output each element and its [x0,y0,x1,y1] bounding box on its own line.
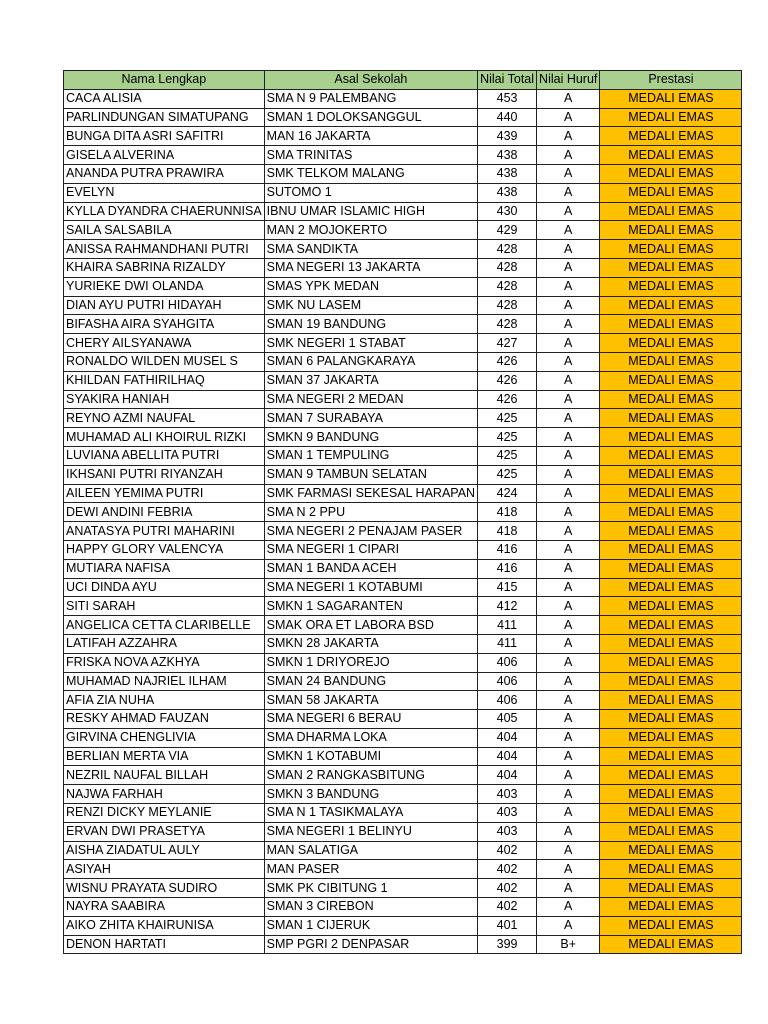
cell-asal-sekolah[interactable]: SUTOMO 1 [264,183,477,202]
cell-prestasi[interactable]: MEDALI EMAS [600,240,742,259]
table-row [64,296,742,315]
table-row [64,672,742,691]
table-row [64,747,742,766]
cell-prestasi[interactable]: MEDALI EMAS [600,183,742,202]
cell-nama-lengkap[interactable]: AIKO ZHITA KHAIRUNISA [64,916,265,935]
cell-asal-sekolah[interactable]: SMAK ORA ET LABORA BSD [264,616,477,635]
table-row [64,879,742,898]
cell-nilai-total[interactable]: 453 [478,89,537,108]
cell-prestasi[interactable]: MEDALI EMAS [600,578,742,597]
header-nilai-total[interactable]: Nilai Total [478,71,537,90]
cell-nilai-total[interactable]: 403 [478,804,537,823]
cell-nama-lengkap[interactable]: IKHSANI PUTRI RIYANZAH [64,465,265,484]
cell-prestasi[interactable]: MEDALI EMAS [600,822,742,841]
cell-nilai-huruf[interactable]: A [537,409,600,428]
cell-nilai-huruf[interactable]: A [537,446,600,465]
table-row [64,240,742,259]
cell-asal-sekolah[interactable]: MAN 2 MOJOKERTO [264,221,477,240]
table-row [64,465,742,484]
cell-asal-sekolah[interactable]: SMA N 9 PALEMBANG [264,89,477,108]
cell-nilai-total[interactable]: 416 [478,559,537,578]
cell-prestasi[interactable]: MEDALI EMAS [600,296,742,315]
cell-nilai-huruf[interactable]: A [537,315,600,334]
cell-asal-sekolah[interactable]: MAN PASER [264,860,477,879]
cell-nilai-total[interactable]: 402 [478,860,537,879]
cell-prestasi[interactable]: MEDALI EMAS [600,315,742,334]
cell-prestasi[interactable]: MEDALI EMAS [600,334,742,353]
table-row [64,371,742,390]
cell-prestasi[interactable]: MEDALI EMAS [600,747,742,766]
cell-prestasi[interactable]: MEDALI EMAS [600,146,742,165]
cell-nilai-huruf[interactable]: A [537,559,600,578]
cell-prestasi[interactable]: MEDALI EMAS [600,127,742,146]
cell-asal-sekolah[interactable]: SMA TRINITAS [264,146,477,165]
cell-nilai-huruf[interactable]: A [537,428,600,447]
cell-nilai-huruf[interactable]: A [537,277,600,296]
cell-nilai-total[interactable]: 406 [478,672,537,691]
cell-prestasi[interactable]: MEDALI EMAS [600,465,742,484]
table-row [64,522,742,541]
cell-prestasi[interactable]: MEDALI EMAS [600,785,742,804]
cell-asal-sekolah[interactable]: SMA NEGERI 2 MEDAN [264,390,477,409]
cell-asal-sekolah[interactable]: SMA DHARMA LOKA [264,728,477,747]
cell-nilai-huruf[interactable]: A [537,296,600,315]
cell-nilai-total[interactable]: 404 [478,747,537,766]
cell-nilai-total[interactable]: 402 [478,879,537,898]
cell-prestasi[interactable]: MEDALI EMAS [600,804,742,823]
cell-asal-sekolah[interactable]: SMA SANDIKTA [264,240,477,259]
cell-asal-sekolah[interactable]: SMAN 1 CIJERUK [264,916,477,935]
cell-asal-sekolah[interactable]: SMA N 2 PPU [264,503,477,522]
cell-nilai-total[interactable]: 425 [478,465,537,484]
cell-nama-lengkap[interactable]: RENZI DICKY MEYLANIE [64,804,265,823]
cell-nilai-total[interactable]: 418 [478,503,537,522]
cell-nilai-huruf[interactable]: A [537,202,600,221]
table-row [64,860,742,879]
cell-nama-lengkap[interactable]: ASIYAH [64,860,265,879]
table-row [64,146,742,165]
cell-nilai-total[interactable]: 404 [478,728,537,747]
table-row [64,503,742,522]
cell-asal-sekolah[interactable]: SMA NEGERI 1 BELINYU [264,822,477,841]
cell-asal-sekolah[interactable]: SMAN 1 BANDA ACEH [264,559,477,578]
cell-nilai-total[interactable]: 425 [478,428,537,447]
table-row [64,935,742,954]
cell-nilai-huruf[interactable]: A [537,785,600,804]
cell-nilai-huruf[interactable]: A [537,898,600,917]
cell-nilai-total[interactable]: 438 [478,164,537,183]
cell-nilai-total[interactable]: 428 [478,277,537,296]
cell-prestasi[interactable]: MEDALI EMAS [600,710,742,729]
cell-nilai-total[interactable]: 415 [478,578,537,597]
table-row [64,785,742,804]
cell-nama-lengkap[interactable]: KYLLA DYANDRA CHAERUNNISA [64,202,265,221]
cell-nama-lengkap[interactable]: BERLIAN MERTA VIA [64,747,265,766]
table-body [64,89,742,954]
cell-nama-lengkap[interactable]: ANATASYA PUTRI MAHARINI [64,522,265,541]
cell-prestasi[interactable]: MEDALI EMAS [600,860,742,879]
cell-asal-sekolah[interactable]: SMAN 1 DOLOKSANGGUL [264,108,477,127]
cell-asal-sekolah[interactable]: MAN 16 JAKARTA [264,127,477,146]
cell-asal-sekolah[interactable]: SMAN 37 JAKARTA [264,371,477,390]
cell-asal-sekolah[interactable]: SMKN 1 SAGARANTEN [264,597,477,616]
cell-prestasi[interactable]: MEDALI EMAS [600,164,742,183]
cell-prestasi[interactable]: MEDALI EMAS [600,258,742,277]
table-row [64,164,742,183]
cell-asal-sekolah[interactable]: SMAN 9 TAMBUN SELATAN [264,465,477,484]
cell-prestasi[interactable]: MEDALI EMAS [600,484,742,503]
cell-asal-sekolah[interactable]: SMA NEGERI 1 KOTABUMI [264,578,477,597]
cell-nilai-huruf[interactable]: A [537,258,600,277]
table-row [64,822,742,841]
cell-asal-sekolah[interactable]: SMAN 1 TEMPULING [264,446,477,465]
cell-asal-sekolah[interactable]: SMK NU LASEM [264,296,477,315]
cell-asal-sekolah[interactable]: SMKN 28 JAKARTA [264,634,477,653]
cell-nilai-total[interactable]: 406 [478,653,537,672]
cell-nilai-total[interactable]: 403 [478,822,537,841]
cell-nama-lengkap[interactable]: ERVAN DWI PRASETYA [64,822,265,841]
cell-nama-lengkap[interactable]: CHERY AILSYANAWA [64,334,265,353]
cell-nilai-huruf[interactable]: A [537,766,600,785]
cell-nilai-huruf[interactable]: A [537,653,600,672]
cell-nama-lengkap[interactable]: MUTIARA NAFISA [64,559,265,578]
results-table [63,70,742,954]
cell-nilai-huruf[interactable]: A [537,465,600,484]
table-row [64,578,742,597]
cell-asal-sekolah[interactable]: SMAN 58 JAKARTA [264,691,477,710]
cell-nama-lengkap[interactable]: LUVIANA ABELLITA PUTRI [64,446,265,465]
cell-nilai-huruf[interactable]: A [537,221,600,240]
cell-nilai-total[interactable]: 430 [478,202,537,221]
cell-nama-lengkap[interactable]: NAJWA FARHAH [64,785,265,804]
cell-nama-lengkap[interactable]: RESKY AHMAD FAUZAN [64,710,265,729]
cell-nama-lengkap[interactable]: LATIFAH AZZAHRA [64,634,265,653]
cell-nilai-total[interactable]: 402 [478,898,537,917]
cell-nilai-huruf[interactable]: A [537,747,600,766]
header-prestasi[interactable]: Prestasi [600,71,742,90]
cell-nama-lengkap[interactable]: ANGELICA CETTA CLARIBELLE [64,616,265,635]
cell-nilai-huruf[interactable]: A [537,672,600,691]
cell-asal-sekolah[interactable]: SMA NEGERI 6 BERAU [264,710,477,729]
cell-nilai-huruf[interactable]: A [537,578,600,597]
cell-nama-lengkap[interactable]: EVELYN [64,183,265,202]
table-row [64,766,742,785]
header-nama-lengkap[interactable]: Nama Lengkap [64,71,265,90]
cell-prestasi[interactable]: MEDALI EMAS [600,371,742,390]
cell-nama-lengkap[interactable]: AISHA ZIADATUL AULY [64,841,265,860]
cell-asal-sekolah[interactable]: SMAN 7 SURABAYA [264,409,477,428]
cell-nama-lengkap[interactable]: ANISSA RAHMANDHANI PUTRI [64,240,265,259]
cell-asal-sekolah[interactable]: SMP PGRI 2 DENPASAR [264,935,477,954]
cell-asal-sekolah[interactable]: SMA N 1 TASIKMALAYA [264,804,477,823]
table-row [64,428,742,447]
cell-nama-lengkap[interactable]: PARLINDUNGAN SIMATUPANG [64,108,265,127]
table-row [64,352,742,371]
cell-nama-lengkap[interactable]: SAILA SALSABILA [64,221,265,240]
cell-nama-lengkap[interactable]: WISNU PRAYATA SUDIRO [64,879,265,898]
cell-prestasi[interactable]: MEDALI EMAS [600,634,742,653]
cell-nilai-huruf[interactable]: A [537,352,600,371]
cell-nilai-total[interactable]: 412 [478,597,537,616]
cell-asal-sekolah[interactable]: SMKN 9 BANDUNG [264,428,477,447]
cell-nilai-huruf[interactable]: A [537,841,600,860]
cell-nilai-total[interactable]: 439 [478,127,537,146]
header-row [64,71,742,90]
cell-prestasi[interactable]: MEDALI EMAS [600,409,742,428]
cell-nilai-total[interactable]: 401 [478,916,537,935]
cell-nilai-huruf[interactable]: B+ [537,935,600,954]
cell-prestasi[interactable]: MEDALI EMAS [600,879,742,898]
cell-asal-sekolah[interactable]: SMAN 3 CIREBON [264,898,477,917]
cell-nilai-huruf[interactable]: A [537,146,600,165]
cell-prestasi[interactable]: MEDALI EMAS [600,352,742,371]
table-row [64,89,742,108]
cell-nama-lengkap[interactable]: ANANDA PUTRA PRAWIRA [64,164,265,183]
cell-nama-lengkap[interactable]: DIAN AYU PUTRI HIDAYAH [64,296,265,315]
cell-asal-sekolah[interactable]: SMKN 3 BANDUNG [264,785,477,804]
cell-nilai-total[interactable]: 426 [478,371,537,390]
cell-asal-sekolah[interactable]: SMK TELKOM MALANG [264,164,477,183]
cell-asal-sekolah[interactable]: SMK NEGERI 1 STABAT [264,334,477,353]
table-row [64,728,742,747]
cell-nilai-total[interactable]: 426 [478,390,537,409]
cell-prestasi[interactable]: MEDALI EMAS [600,540,742,559]
cell-nama-lengkap[interactable]: MUHAMAD ALI KHOIRUL RIZKI [64,428,265,447]
cell-nilai-huruf[interactable]: A [537,616,600,635]
table-row [64,258,742,277]
cell-nama-lengkap[interactable]: HAPPY GLORY VALENCYA [64,540,265,559]
cell-prestasi[interactable]: MEDALI EMAS [600,202,742,221]
cell-nilai-total[interactable]: 402 [478,841,537,860]
cell-prestasi[interactable]: MEDALI EMAS [600,428,742,447]
cell-nilai-huruf[interactable]: A [537,371,600,390]
cell-prestasi[interactable]: MEDALI EMAS [600,522,742,541]
cell-nama-lengkap[interactable]: CACA ALISIA [64,89,265,108]
cell-nilai-total[interactable]: 405 [478,710,537,729]
cell-asal-sekolah[interactable]: IBNU UMAR ISLAMIC HIGH [264,202,477,221]
cell-nama-lengkap[interactable]: DENON HARTATI [64,935,265,954]
cell-asal-sekolah[interactable]: SMAN 2 RANGKASBITUNG [264,766,477,785]
cell-nilai-huruf[interactable]: A [537,164,600,183]
cell-nama-lengkap[interactable]: BUNGA DITA ASRI SAFITRI [64,127,265,146]
cell-prestasi[interactable]: MEDALI EMAS [600,898,742,917]
cell-nilai-total[interactable]: 428 [478,296,537,315]
cell-asal-sekolah[interactable]: SMAN 24 BANDUNG [264,672,477,691]
cell-nama-lengkap[interactable]: SITI SARAH [64,597,265,616]
cell-nilai-huruf[interactable]: A [537,804,600,823]
cell-nilai-total[interactable]: 440 [478,108,537,127]
cell-nama-lengkap[interactable]: KHAIRA SABRINA RIZALDY [64,258,265,277]
cell-asal-sekolah[interactable]: SMA NEGERI 13 JAKARTA [264,258,477,277]
cell-nilai-total[interactable]: 403 [478,785,537,804]
cell-nama-lengkap[interactable]: NAYRA SAABIRA [64,898,265,917]
cell-nama-lengkap[interactable]: GISELA ALVERINA [64,146,265,165]
cell-asal-sekolah[interactable]: SMK PK CIBITUNG 1 [264,879,477,898]
cell-nama-lengkap[interactable]: REYNO AZMI NAUFAL [64,409,265,428]
cell-prestasi[interactable]: MEDALI EMAS [600,277,742,296]
cell-asal-sekolah[interactable]: MAN SALATIGA [264,841,477,860]
cell-nama-lengkap[interactable]: GIRVINA CHENGLIVIA [64,728,265,747]
table-row [64,446,742,465]
table-row [64,202,742,221]
cell-prestasi[interactable]: MEDALI EMAS [600,390,742,409]
cell-nilai-total[interactable]: 428 [478,240,537,259]
cell-prestasi[interactable]: MEDALI EMAS [600,559,742,578]
cell-nilai-huruf[interactable]: A [537,879,600,898]
cell-nilai-huruf[interactable]: A [537,390,600,409]
table-row [64,691,742,710]
cell-nilai-total[interactable]: 427 [478,334,537,353]
cell-asal-sekolah[interactable]: SMAN 19 BANDUNG [264,315,477,334]
cell-nilai-huruf[interactable]: A [537,540,600,559]
table-row [64,315,742,334]
cell-asal-sekolah[interactable]: SMKN 1 KOTABUMI [264,747,477,766]
cell-prestasi[interactable]: MEDALI EMAS [600,672,742,691]
table-row [64,916,742,935]
table-row [64,540,742,559]
cell-prestasi[interactable]: MEDALI EMAS [600,221,742,240]
cell-nama-lengkap[interactable]: FRISKA NOVA AZKHYA [64,653,265,672]
table-row [64,409,742,428]
cell-prestasi[interactable]: MEDALI EMAS [600,446,742,465]
table-row [64,108,742,127]
cell-nilai-huruf[interactable]: A [537,728,600,747]
cell-nama-lengkap[interactable]: DEWI ANDINI FEBRIA [64,503,265,522]
table-row [64,634,742,653]
header-asal-sekolah[interactable]: Asal Sekolah [264,71,477,90]
cell-prestasi[interactable]: MEDALI EMAS [600,766,742,785]
cell-nilai-huruf[interactable]: A [537,822,600,841]
cell-asal-sekolah[interactable]: SMAN 6 PALANGKARAYA [264,352,477,371]
table-row [64,653,742,672]
table-row [64,841,742,860]
cell-nilai-huruf[interactable]: A [537,108,600,127]
cell-prestasi[interactable]: MEDALI EMAS [600,503,742,522]
cell-asal-sekolah[interactable]: SMKN 1 DRIYOREJO [264,653,477,672]
cell-prestasi[interactable]: MEDALI EMAS [600,89,742,108]
table-row [64,221,742,240]
table-row [64,277,742,296]
table-row [64,559,742,578]
cell-nilai-total[interactable]: 428 [478,258,537,277]
cell-prestasi[interactable]: MEDALI EMAS [600,728,742,747]
cell-nilai-huruf[interactable]: A [537,916,600,935]
cell-nilai-total[interactable]: 399 [478,935,537,954]
cell-nilai-total[interactable]: 418 [478,522,537,541]
cell-prestasi[interactable]: MEDALI EMAS [600,691,742,710]
table-row [64,390,742,409]
cell-nama-lengkap[interactable]: NEZRIL NAUFAL BILLAH [64,766,265,785]
cell-nilai-total[interactable]: 429 [478,221,537,240]
cell-nilai-total[interactable]: 438 [478,146,537,165]
cell-nilai-total[interactable]: 426 [478,352,537,371]
cell-nilai-huruf[interactable]: A [537,334,600,353]
table-row [64,597,742,616]
cell-nilai-total[interactable]: 406 [478,691,537,710]
cell-nilai-huruf[interactable]: A [537,183,600,202]
cell-nilai-total[interactable]: 425 [478,446,537,465]
cell-nama-lengkap[interactable]: UCI DINDA AYU [64,578,265,597]
cell-prestasi[interactable]: MEDALI EMAS [600,108,742,127]
cell-nilai-total[interactable]: 411 [478,634,537,653]
cell-nama-lengkap[interactable]: BIFASHA AIRA SYAHGITA [64,315,265,334]
table-row [64,127,742,146]
cell-nilai-total[interactable]: 428 [478,315,537,334]
cell-nama-lengkap[interactable]: AFIA ZIA NUHA [64,691,265,710]
cell-nilai-huruf[interactable]: A [537,484,600,503]
cell-prestasi[interactable]: MEDALI EMAS [600,935,742,954]
header-nilai-huruf[interactable]: Nilai Huruf [537,71,600,90]
cell-prestasi[interactable]: MEDALI EMAS [600,841,742,860]
cell-asal-sekolah[interactable]: SMK FARMASI SEKESAL HARAPAN [264,484,477,503]
cell-nilai-total[interactable]: 411 [478,616,537,635]
cell-nilai-total[interactable]: 425 [478,409,537,428]
cell-nilai-huruf[interactable]: A [537,240,600,259]
cell-nilai-huruf[interactable]: A [537,710,600,729]
cell-prestasi[interactable]: MEDALI EMAS [600,597,742,616]
cell-nilai-huruf[interactable]: A [537,691,600,710]
table-row [64,804,742,823]
cell-nilai-huruf[interactable]: A [537,860,600,879]
cell-nilai-total[interactable]: 416 [478,540,537,559]
cell-prestasi[interactable]: MEDALI EMAS [600,653,742,672]
table-row [64,898,742,917]
table-row [64,183,742,202]
cell-nilai-huruf[interactable]: A [537,503,600,522]
cell-asal-sekolah[interactable]: SMA NEGERI 1 CIPARI [264,540,477,559]
cell-prestasi[interactable]: MEDALI EMAS [600,616,742,635]
cell-nilai-huruf[interactable]: A [537,597,600,616]
table-row [64,616,742,635]
cell-nilai-total[interactable]: 424 [478,484,537,503]
cell-nilai-huruf[interactable]: A [537,89,600,108]
cell-asal-sekolah[interactable]: SMAS YPK MEDAN [264,277,477,296]
cell-nama-lengkap[interactable]: RONALDO WILDEN MUSEL S [64,352,265,371]
cell-nama-lengkap[interactable]: YURIEKE DWI OLANDA [64,277,265,296]
cell-prestasi[interactable]: MEDALI EMAS [600,916,742,935]
cell-nilai-total[interactable]: 438 [478,183,537,202]
cell-nilai-total[interactable]: 404 [478,766,537,785]
cell-nama-lengkap[interactable]: MUHAMAD NAJRIEL ILHAM [64,672,265,691]
cell-asal-sekolah[interactable]: SMA NEGERI 2 PENAJAM PASER [264,522,477,541]
table-row [64,334,742,353]
table-row [64,484,742,503]
cell-nama-lengkap[interactable]: KHILDAN FATHIRILHAQ [64,371,265,390]
cell-nilai-huruf[interactable]: A [537,634,600,653]
cell-nilai-huruf[interactable]: A [537,127,600,146]
cell-nilai-huruf[interactable]: A [537,522,600,541]
cell-nama-lengkap[interactable]: SYAKIRA HANIAH [64,390,265,409]
cell-nama-lengkap[interactable]: AILEEN YEMIMA PUTRI [64,484,265,503]
table-row [64,710,742,729]
